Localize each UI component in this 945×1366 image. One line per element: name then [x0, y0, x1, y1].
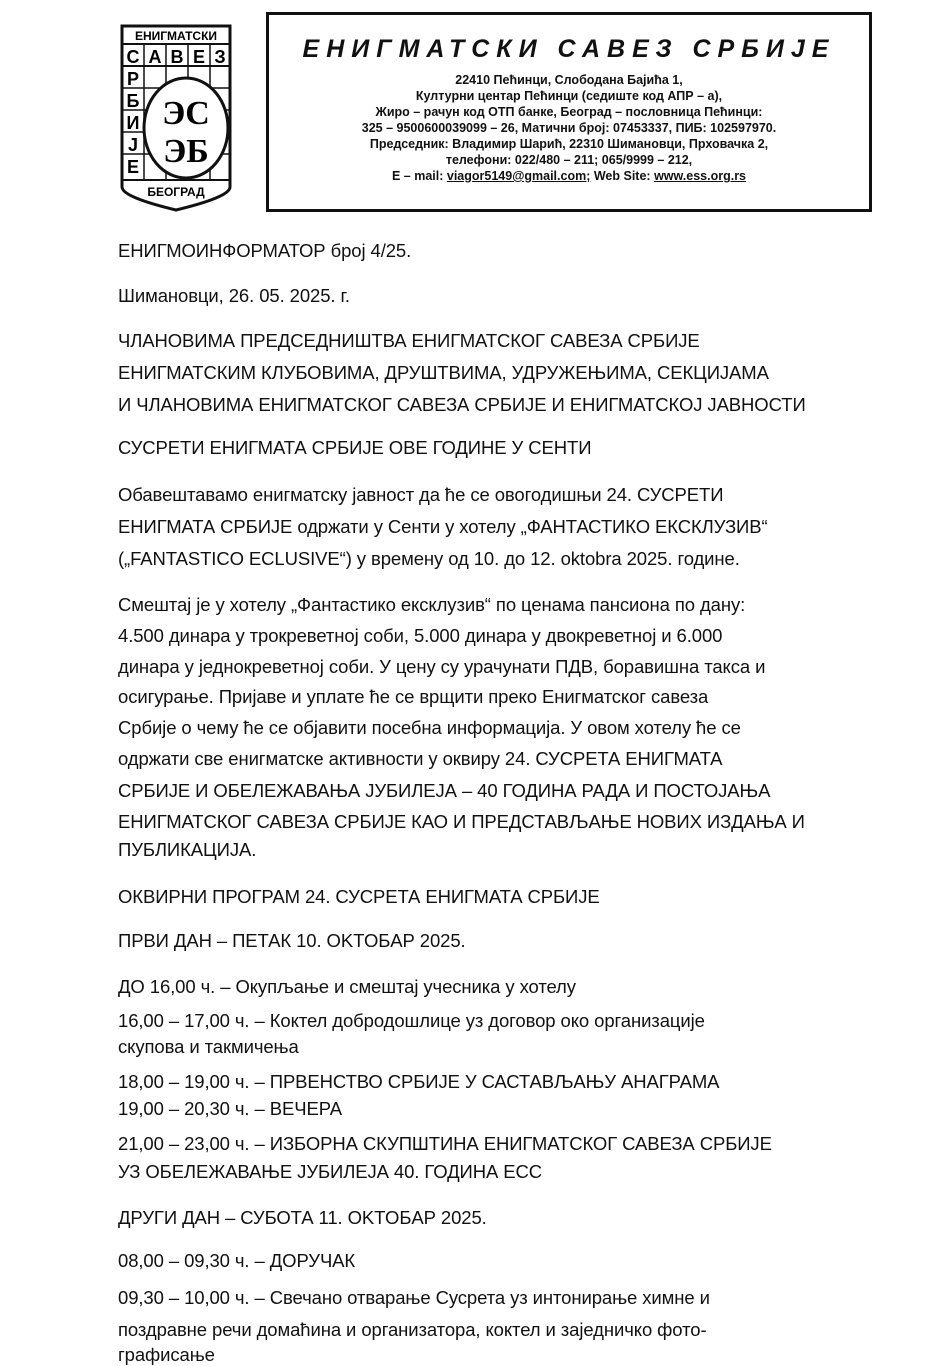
svg-text:С: С — [126, 47, 140, 67]
web-link[interactable]: www.ess.org.rs — [654, 169, 747, 183]
svg-text:Е: Е — [126, 157, 140, 177]
text-line: 18,00 – 19,00 ч. – ПРВЕНСТВО СРБИЈЕ У САСТАВЉАЊУ АНАГРАМА — [118, 1071, 720, 1092]
bank-line: Жиро – рачун код ОТП банке, Београд – пословница Пећинци: — [375, 105, 763, 119]
svg-text:ЭС: ЭС — [162, 95, 210, 132]
text-line: ЧЛАНОВИМА ПРЕДСЕДНИШТВА ЕНИГМАТСКОГ САВЕЗА СРБИЈЕ — [118, 330, 700, 351]
text-line: ПРВИ ДАН – ПЕТАК 10. OKTOБAР 2025. — [118, 930, 466, 951]
svg-text:БЕОГРАД: БЕОГРАД — [147, 185, 205, 199]
text-line: осигурање. Пријаве и уплате ће се врщити преко Енигматског савеза — [118, 686, 709, 707]
text-line: Обавештавамо енигматску јавност да ће се овогодишњи 24. СУСРЕТИ — [118, 484, 724, 505]
svg-text:ЭБ: ЭБ — [163, 133, 209, 170]
account-line: 325 – 9500600039099 – 26, Матични број: 07453337, ПИБ: 102597970. — [361, 121, 777, 135]
svg-text:Б: Б — [126, 91, 140, 111]
email-label: E – mail: — [391, 169, 444, 183]
text-line: 19,00 – 20,30 ч. – ВЕЧЕРА — [118, 1098, 342, 1119]
svg-text:И: И — [126, 113, 140, 133]
text-line: одржати све енигматске активности у оквиру 24. СУСРЕТА ЕНИГМАТА — [118, 748, 723, 769]
address-line: 22410 Пећинци, Слободана Бајића 1, — [455, 73, 683, 87]
text-line: СРБИЈЕ И ОБЕЛЕЖАВАЊА ЈУБИЛЕЈА – 40 ГОДИНА РАДА И ПОСТОЈАЊА — [118, 780, 771, 801]
svg-text:Ј: Ј — [127, 135, 139, 155]
text-line: И ЧЛАНОВИМА ЕНИГМАТСКОГ САВЕЗА СРБИЈЕ И ЕНИГМАТСКОЈ ЈАВНОСТИ — [118, 394, 806, 415]
email-link[interactable]: viagor5149@gmail.com; — [446, 169, 591, 183]
web-label: Web Site: — [593, 169, 651, 183]
text-line: Смештај је у хотелу „Фантастико ексклузив“ по ценама пансиона по дану: — [118, 594, 746, 615]
text-line: скупова и такмичења — [118, 1036, 299, 1057]
text-line: Србије о чему ће се објавити посебна информација. У овом хотелу ће се — [118, 717, 741, 738]
svg-text:А: А — [148, 47, 162, 67]
svg-text:ЕНИГМАТСКИ: ЕНИГМАТСКИ — [134, 29, 218, 43]
text-line: ЕНИГМАТА СРБИЈЕ одржати у Сенти у хотелу „ФАНТАСТИКО ЕКСКЛУЗИВ“ — [118, 516, 768, 537]
organization-name: ЕНИГМАТСКИ САВЕЗ СРБИЈЕ — [302, 35, 836, 63]
text-line: ПУБЛИКАЦИЈА. — [118, 839, 257, 860]
text-line: УЗ ОБЕЛЕЖАВАЊЕ ЈУБИЛЕЈА 40. ГОДИНА ЕСС — [118, 1161, 543, 1182]
association-logo — [118, 22, 234, 212]
svg-text:В: В — [170, 47, 184, 67]
text-line: поздравне речи домаћина и организатора, коктел и заједничко фото- — [118, 1319, 707, 1340]
text-line: ЕНИГМАТСКОГ САВЕЗА СРБИЈЕ КАО И ПРЕДСТАВЉАЊЕ НОВИХ ИЗДАЊА И — [118, 811, 805, 832]
text-line: 16,00 – 17,00 ч. – Коктел добродошлице уз договор око организације — [118, 1010, 705, 1031]
text-line: ЕНИГМОИНФОРМАТОР број 4/25. — [118, 240, 412, 261]
text-line: 21,00 – 23,00 ч. – ИЗБОРНА СКУПШТИНА ЕНИГМАТСКОГ САВЕЗА СРБИЈЕ — [118, 1133, 772, 1154]
text-line: Шимановци, 26. 05. 2025. г. — [118, 285, 350, 306]
phone-line: телефони: 022/480 – 211; 065/9999 – 212, — [445, 153, 693, 167]
text-line: ДРУГИ ДАН – СУБОТА 11. OKTOБAР 2025. — [118, 1207, 487, 1228]
text-line: графисање — [118, 1344, 215, 1365]
text-line: 4.500 динара у трокреветној соби, 5.000 динара у двокреветној и 6.000 — [118, 625, 723, 646]
text-line: динара у једнокреветној соби. У цену су урачунати ПДВ, боравишна такса и — [118, 656, 766, 677]
president-line: Председник: Владимир Шарић, 22310 Шимановци, Прховачка 2, — [369, 137, 769, 151]
text-line: 08,00 – 09,30 ч. – ДОРУЧАК — [118, 1250, 356, 1271]
svg-text:З: З — [214, 47, 226, 67]
text-line: ОКВИРНИ ПРОГРАМ 24. СУСРЕТА ЕНИГМАТА СРБИЈЕ — [118, 886, 600, 907]
text-line: ЕНИГМАТСКИМ КЛУБОВИМА, ДРУШТВИМА, УДРУЖЕЊИМА, СЕКЦИЈАМА — [118, 362, 769, 383]
letterhead-box — [266, 12, 872, 212]
text-line: ДО 16,00 ч. – Окупљање и смештај учесника у хотелу — [118, 976, 576, 997]
text-line: („FANTASTICO ECLUSIVE“) у времену од 10. до 12. oktobra 2025. године. — [118, 548, 740, 569]
svg-text:Е: Е — [192, 47, 206, 67]
text-line: СУСРЕТИ ЕНИГМАТА СРБИЈЕ ОВЕ ГОДИНЕ У СЕНТИ — [118, 437, 592, 458]
text-line: 09,30 – 10,00 ч. – Свечано отварање Сусрета уз интонирање химне и — [118, 1287, 710, 1308]
svg-text:Р: Р — [126, 69, 140, 89]
letterhead-info — [269, 72, 869, 184]
address-line: Културни центар Пећинци (седиште код АПР – а), — [415, 89, 723, 103]
contact-line — [269, 168, 869, 184]
